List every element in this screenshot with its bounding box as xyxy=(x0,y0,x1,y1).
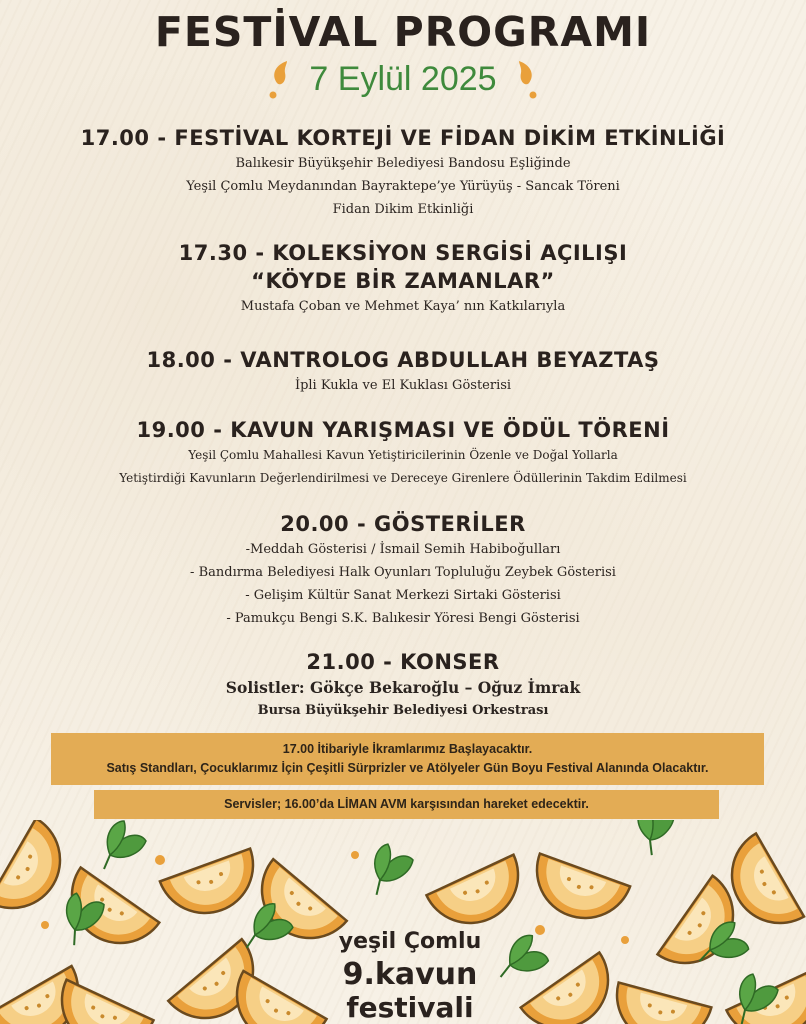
poster-title: FESTİVAL PROGRAMI xyxy=(154,8,652,56)
event-detail: - Pamukçu Bengi S.K. Balıkesir Yöresi Bengi Gösterisi xyxy=(226,611,580,626)
leaf xyxy=(368,840,418,895)
event-title: 18.00 - VANTROLOG ABDULLAH BEYAZTAŞ xyxy=(146,348,660,372)
event-detail: Fidan Dikim Etkinliği xyxy=(332,202,474,217)
leaf xyxy=(628,820,688,855)
event-1700 xyxy=(0,124,806,221)
event-detail: - Bandırma Belediyesi Halk Oyunları Topluluğu Zeybek Gösterisi xyxy=(190,565,616,580)
event-detail: Yeşil Çomlu Meydanından Bayraktepe’ye Yürüyüş - Sancak Töreni xyxy=(186,179,620,194)
melon-slice xyxy=(606,983,711,1024)
notice-line: Satış Standları, Çocuklarımız İçin Çeşitli Sürprizler ve Atölyeler Gün Boyu Festival Alanında Olacaktır. xyxy=(106,761,709,775)
event-title: 20.00 - GÖSTERİLER xyxy=(280,512,526,536)
notice-line: 17.00 İtibariyle İkramlarımız Başlayacaktır. xyxy=(282,742,533,756)
event-1730 xyxy=(0,239,806,318)
event-1900 xyxy=(0,416,806,490)
festival-logo xyxy=(320,925,500,1024)
event-detail: İpli Kukla ve El Kuklası Gösterisi xyxy=(294,378,512,393)
event-detail: Mustafa Çoban ve Mehmet Kaya’ nın Katkılarıyla xyxy=(240,299,566,314)
event-detail: -Meddah Gösterisi / İsmail Semih Habiboğulları xyxy=(245,542,561,557)
event-title: 17.00 - FESTİVAL KORTEJİ VE FİDAN DİKİM ETKİNLİĞİ xyxy=(80,126,726,150)
melon-slice xyxy=(160,849,267,927)
event-detail: - Gelişim Kültür Sanat Merkezi Sirtaki Gösterisi xyxy=(245,588,561,603)
event-title: 19.00 - KAVUN YARIŞMASI VE ÖDÜL TÖRENİ xyxy=(136,418,670,442)
leaf xyxy=(104,821,146,869)
notice-banner xyxy=(51,733,764,785)
event-title: 17.30 - KOLEKSİYON SERGİSİ AÇILIŞI xyxy=(178,241,628,265)
event-2100 xyxy=(0,648,806,722)
event-detail: Yeşil Çomlu Mahallesi Kavun Yetiştiricilerinin Özenle ve Doğal Yollarla xyxy=(188,448,618,462)
event-title: 21.00 - KONSER xyxy=(306,650,500,674)
shuttle-banner: Servisler; 16.00’da LİMAN AVM karşısından hareket edecektir. xyxy=(94,790,719,819)
event-2000 xyxy=(0,510,806,630)
event-detail: Yetiştirdiği Kavunların Değerlendirilmesi ve Dereceye Girenlere Ödüllerinin Takdim Edilmesi xyxy=(119,471,687,485)
festival-date: 7 Eylül 2025 xyxy=(309,59,497,98)
event-detail: Bursa Büyükşehir Belediyesi Orkestrası xyxy=(257,703,549,718)
juice-splash-icon xyxy=(511,57,541,101)
event-detail: Solistler: Gökçe Bekaroğlu – Oğuz İmrak xyxy=(225,678,581,697)
juice-splash-icon xyxy=(265,57,295,101)
event-1800 xyxy=(0,346,806,397)
festival-logo-line: 9.kavun xyxy=(342,957,478,992)
melon-slice xyxy=(523,854,630,932)
date-row xyxy=(0,56,806,102)
event-detail: Balıkesir Büyükşehir Belediyesi Bandosu Eşliğinde xyxy=(235,156,571,171)
leaf xyxy=(501,931,554,988)
festival-logo-line: festivali xyxy=(346,991,474,1024)
festival-logo-line: yeşil Çomlu xyxy=(338,929,482,954)
event-subtitle: “KÖYDE BİR ZAMANLAR” xyxy=(251,269,555,293)
